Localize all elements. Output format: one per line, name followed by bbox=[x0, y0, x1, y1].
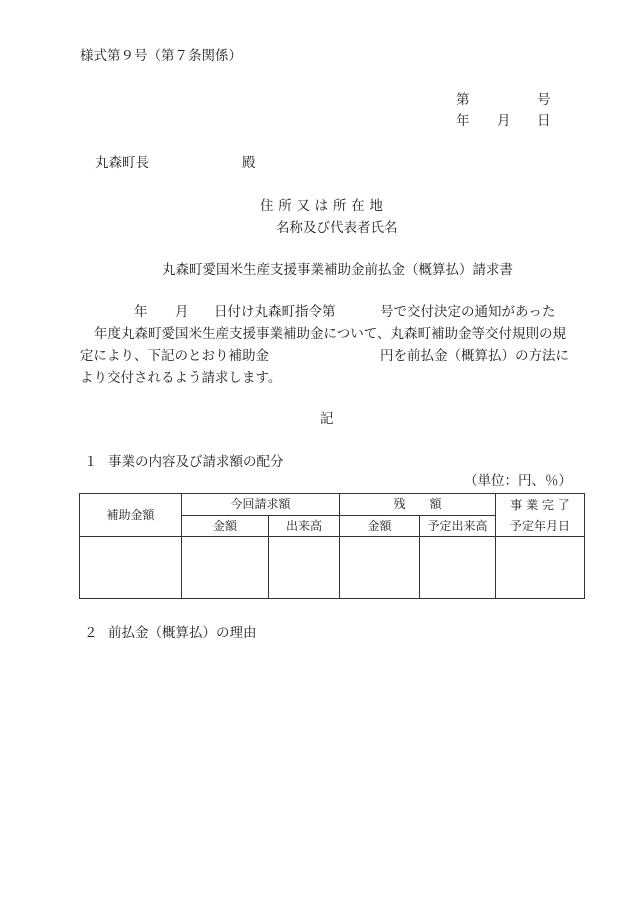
body-order-text: 日付け丸森町指令第 bbox=[214, 304, 336, 320]
header-amount: 金額 bbox=[182, 516, 269, 537]
header-planned-progress: 予定出来高 bbox=[420, 516, 496, 537]
header-remaining: 残 額 bbox=[340, 494, 496, 516]
doc-number-prefix: 第 bbox=[456, 92, 470, 108]
cell-current-amount[interactable] bbox=[182, 537, 269, 599]
document-title: 丸森町愛国米生産支援事業補助金前払金（概算払）請求書 bbox=[162, 262, 513, 278]
section1-heading: 事業の内容及び請求額の配分 bbox=[108, 454, 284, 470]
section2-number: ２ bbox=[84, 625, 98, 641]
body-month: 月 bbox=[175, 304, 189, 320]
section1-number: １ bbox=[84, 454, 98, 470]
cell-planned-progress[interactable] bbox=[420, 537, 496, 599]
table-row bbox=[80, 537, 585, 599]
date-month: 月 bbox=[497, 113, 511, 129]
header-amount-2: 金額 bbox=[340, 516, 420, 537]
header-progress: 出来高 bbox=[269, 516, 340, 537]
body-line-4: より交付されるよう請求します。 bbox=[80, 370, 282, 386]
representative-name-label: 名称及び代表者氏名 bbox=[276, 220, 398, 236]
body-year: 年 bbox=[134, 304, 148, 320]
cell-subsidy-amount[interactable] bbox=[80, 537, 182, 599]
date-day: 日 bbox=[537, 113, 551, 129]
body-notice-text: 号で交付決定の通知があった bbox=[380, 304, 556, 320]
unit-label: （単位：円、％） bbox=[464, 473, 572, 489]
header-subsidy-amount: 補助金額 bbox=[80, 494, 182, 537]
doc-number-suffix: 号 bbox=[537, 92, 551, 108]
form-number: 様式第９号（第７条関係） bbox=[80, 48, 242, 64]
date-year: 年 bbox=[456, 113, 470, 129]
header-current-claim: 今回請求額 bbox=[182, 494, 340, 516]
cell-current-progress[interactable] bbox=[269, 537, 340, 599]
cell-remaining-amount[interactable] bbox=[340, 537, 420, 599]
body-line-2: 年度丸森町愛国米生産支援事業補助金について、丸森町補助金等交付規則の規 bbox=[94, 326, 566, 342]
address-label: 住所又は所在地 bbox=[260, 198, 388, 214]
header-completion-top: 事 業 完 了 bbox=[496, 494, 585, 516]
cell-completion-date[interactable] bbox=[496, 537, 585, 599]
addressee-honorific: 殿 bbox=[242, 155, 256, 171]
addressee-title: 丸森町長 bbox=[95, 155, 149, 171]
body-line-3b: 円を前払金（概算払）の方法に bbox=[380, 348, 569, 364]
allocation-table bbox=[79, 493, 585, 599]
header-completion-bottom: 予定年月日 bbox=[496, 516, 585, 537]
body-line-3a: 定により、下記のとおり補助金 bbox=[80, 348, 269, 364]
section2-heading: 前払金（概算払）の理由 bbox=[108, 625, 257, 641]
ki-heading: 記 bbox=[320, 411, 334, 427]
